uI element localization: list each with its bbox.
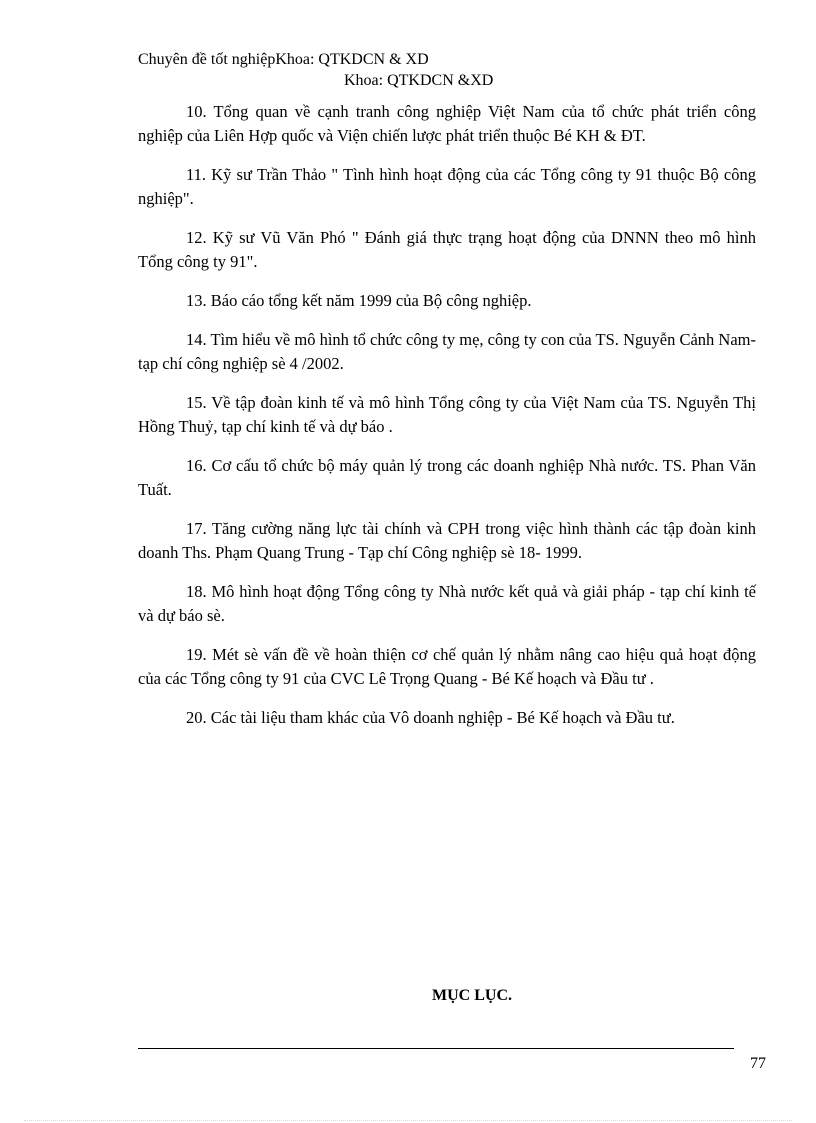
table-of-contents-title: MỤC LỤC. (432, 987, 512, 1004)
reference-item-12: 12. Kỹ sư Vũ Văn Phó " Đánh giá thực trạng hoạt động của DNNN theo mô hình Tổng công ty 91". (138, 228, 756, 271)
reference-item-13: 13. Báo cáo tổng kết năm 1999 của Bộ công nghiệp. (186, 291, 532, 310)
running-header-line-2: Khoa: QTKDCN &XD (344, 72, 494, 89)
reference-item-10: 10. Tổng quan về cạnh tranh công nghiệp Việt Nam của tổ chức phát triển công nghiệp của Liên Hợp quốc và Viện chiến lược phát triển thuộc Bé KH & ĐT. (138, 102, 756, 145)
reference-item-17: 17. Tăng cường năng lực tài chính và CPH trong việc hình thành các tập đoàn kinh doanh Ths. Phạm Quang Trung - Tạp chí Công nghiệp sè 18- 1999. (138, 519, 756, 562)
page-bottom-dotted-border (24, 1120, 792, 1121)
reference-item-15: 15. Về tập đoàn kinh tế và mô hình Tổng công ty của Việt Nam của TS. Nguyễn Thị Hồng Thuỷ, tạp chí kinh tế và dự báo . (138, 393, 756, 436)
reference-item-14: 14. Tìm hiểu về mô hình tổ chức công ty mẹ, công ty con của TS. Nguyễn Cảnh Nam- tạp chí công nghiệp sè 4 /2002. (138, 330, 756, 373)
reference-item-16: 16. Cơ cấu tổ chức bộ máy quản lý trong các doanh nghiệp Nhà nước. TS. Phan Văn Tuất. (138, 456, 756, 499)
reference-item-18: 18. Mô hình hoạt động Tổng công ty Nhà nước kết quả và giải pháp - tạp chí kinh tế và dự báo sè. (138, 582, 756, 625)
footer-divider (138, 1048, 734, 1049)
reference-item-11: 11. Kỹ sư Trần Thảo " Tình hình hoạt động của các Tổng công ty 91 thuộc Bộ công nghiệp". (138, 165, 756, 208)
running-header-line-1: Chuyên đề tốt nghiệpKhoa: QTKDCN & XD (138, 51, 429, 68)
page-number: 77 (750, 1055, 766, 1072)
reference-item-20: 20. Các tài liệu tham khác của Vô doanh nghiệp - Bé Kế hoạch và Đầu tư. (186, 708, 675, 727)
reference-list (138, 100, 756, 745)
reference-item-19: 19. Mét sè vấn đề về hoàn thiện cơ chế quản lý nhằm nâng cao hiệu quả hoạt động của các Tổng công ty 91 của CVC Lê Trọng Quang - Bé Kế hoạch và Đầu tư . (138, 645, 756, 688)
